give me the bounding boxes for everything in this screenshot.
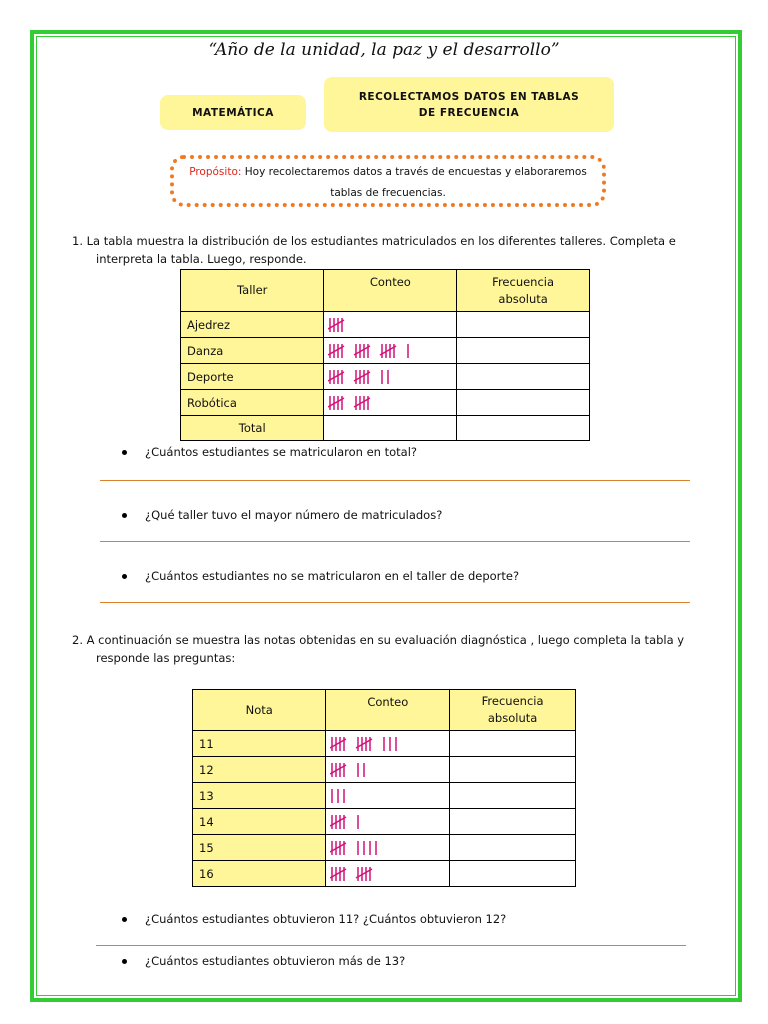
nota-frecuencia-input[interactable] bbox=[450, 783, 576, 809]
topic-box bbox=[324, 77, 614, 132]
bullet-icon bbox=[122, 959, 127, 964]
bullet-icon bbox=[122, 513, 127, 518]
col-header-frecuencia: Frecuencia absoluta bbox=[457, 270, 590, 312]
nota-conteo-cell bbox=[326, 731, 450, 757]
nota-frecuencia-input[interactable] bbox=[450, 809, 576, 835]
question-text: ¿Cuántos estudiantes no se matricularon en el taller de deporte? bbox=[145, 569, 520, 583]
taller-frecuencia-input[interactable] bbox=[457, 390, 590, 416]
nota-row-label: 16 bbox=[193, 861, 326, 887]
tally-marks bbox=[330, 865, 388, 883]
taller-frecuencia-input[interactable] bbox=[457, 338, 590, 364]
question-item bbox=[122, 569, 519, 583]
nota-conteo-cell bbox=[326, 809, 450, 835]
subject-label: MATEMÁTICA bbox=[192, 106, 274, 119]
nota-conteo-cell bbox=[326, 861, 450, 887]
nota-row bbox=[193, 731, 576, 757]
taller-frecuencia-input[interactable] bbox=[457, 312, 590, 338]
tally-marks bbox=[328, 368, 398, 386]
question-text: ¿Cuántos estudiantes obtuvieron más de 13? bbox=[145, 954, 406, 968]
taller-row-label: Deporte bbox=[181, 364, 324, 390]
nota-row-label: 11 bbox=[193, 731, 326, 757]
taller-row bbox=[181, 390, 590, 416]
bullet-icon bbox=[122, 574, 127, 579]
taller-conteo-cell bbox=[324, 390, 457, 416]
answer-line[interactable] bbox=[100, 602, 690, 603]
tally-marks bbox=[330, 787, 354, 805]
total-label: Total bbox=[181, 416, 324, 441]
col-header-nota: Nota bbox=[193, 690, 326, 731]
tally-marks bbox=[328, 342, 418, 360]
question-1-text: 1. La tabla muestra la distribución de los estudiantes matriculados en los diferentes talleres. Completa e interpreta la tabla. Luego, responde. bbox=[72, 234, 676, 266]
question-text: ¿Cuántos estudiantes obtuvieron 11? ¿Cuántos obtuvieron 12? bbox=[145, 912, 507, 926]
nota-conteo-cell bbox=[326, 757, 450, 783]
question-text: ¿Qué taller tuvo el mayor número de matriculados? bbox=[145, 508, 443, 522]
question-2-text: 2. A continuación se muestra las notas obtenidas en su evaluación diagnóstica , luego completa la tabla y responde las preguntas: bbox=[72, 633, 685, 665]
nota-row bbox=[193, 809, 576, 835]
tally-marks bbox=[328, 394, 386, 412]
tally-marks bbox=[330, 839, 386, 857]
nota-row bbox=[193, 757, 576, 783]
nota-row-label: 15 bbox=[193, 835, 326, 861]
purpose-box bbox=[170, 155, 606, 207]
subject-box bbox=[160, 95, 306, 130]
bullet-icon bbox=[122, 450, 127, 455]
col-header-conteo: Conteo bbox=[326, 690, 450, 731]
tally-marks bbox=[330, 735, 406, 753]
taller-conteo-cell bbox=[324, 338, 457, 364]
tally-marks bbox=[330, 761, 374, 779]
purpose-text: Hoy recolectaremos datos a través de encuestas y elaboraremos tablas de frecuencias. bbox=[244, 166, 587, 199]
taller-conteo-cell bbox=[324, 364, 457, 390]
question-text: ¿Cuántos estudiantes se matricularon en total? bbox=[145, 445, 418, 459]
question-item bbox=[122, 954, 405, 968]
nota-row bbox=[193, 861, 576, 887]
nota-row bbox=[193, 835, 576, 861]
purpose-label: Propósito: bbox=[189, 166, 242, 178]
taller-frecuencia-input[interactable] bbox=[457, 364, 590, 390]
nota-frecuencia-input[interactable] bbox=[450, 861, 576, 887]
taller-row-label: Ajedrez bbox=[181, 312, 324, 338]
table-notas bbox=[192, 689, 576, 887]
nota-frecuencia-input[interactable] bbox=[450, 757, 576, 783]
col-header-frecuencia: Frecuencia absoluta bbox=[450, 690, 576, 731]
taller-row bbox=[181, 338, 590, 364]
answer-line[interactable] bbox=[100, 480, 690, 481]
nota-conteo-cell bbox=[326, 835, 450, 861]
nota-row-label: 14 bbox=[193, 809, 326, 835]
topic-label: RECOLECTAMOS DATOS EN TABLAS DE FRECUENCIA bbox=[358, 90, 580, 119]
taller-row-label: Danza bbox=[181, 338, 324, 364]
answer-line[interactable] bbox=[96, 945, 686, 946]
motto-heading: “Año de la unidad, la paz y el desarrollo” bbox=[208, 40, 560, 60]
tally-marks bbox=[328, 316, 360, 334]
total-frecuencia-input[interactable] bbox=[457, 416, 590, 441]
tally-marks bbox=[330, 813, 368, 831]
nota-row bbox=[193, 783, 576, 809]
question-item bbox=[122, 912, 506, 926]
taller-row bbox=[181, 364, 590, 390]
question-item bbox=[122, 445, 417, 459]
table-talleres bbox=[180, 269, 590, 441]
taller-row-label: Robótica bbox=[181, 390, 324, 416]
nota-row-label: 13 bbox=[193, 783, 326, 809]
col-header-conteo: Conteo bbox=[324, 270, 457, 312]
taller-row bbox=[181, 312, 590, 338]
taller-conteo-cell bbox=[324, 312, 457, 338]
answer-line[interactable] bbox=[100, 541, 690, 542]
nota-frecuencia-input[interactable] bbox=[450, 731, 576, 757]
nota-conteo-cell bbox=[326, 783, 450, 809]
total-conteo-cell bbox=[324, 416, 457, 441]
question-item bbox=[122, 508, 442, 522]
col-header-taller: Taller bbox=[181, 270, 324, 312]
nota-frecuencia-input[interactable] bbox=[450, 835, 576, 861]
bullet-icon bbox=[122, 917, 127, 922]
nota-row-label: 12 bbox=[193, 757, 326, 783]
